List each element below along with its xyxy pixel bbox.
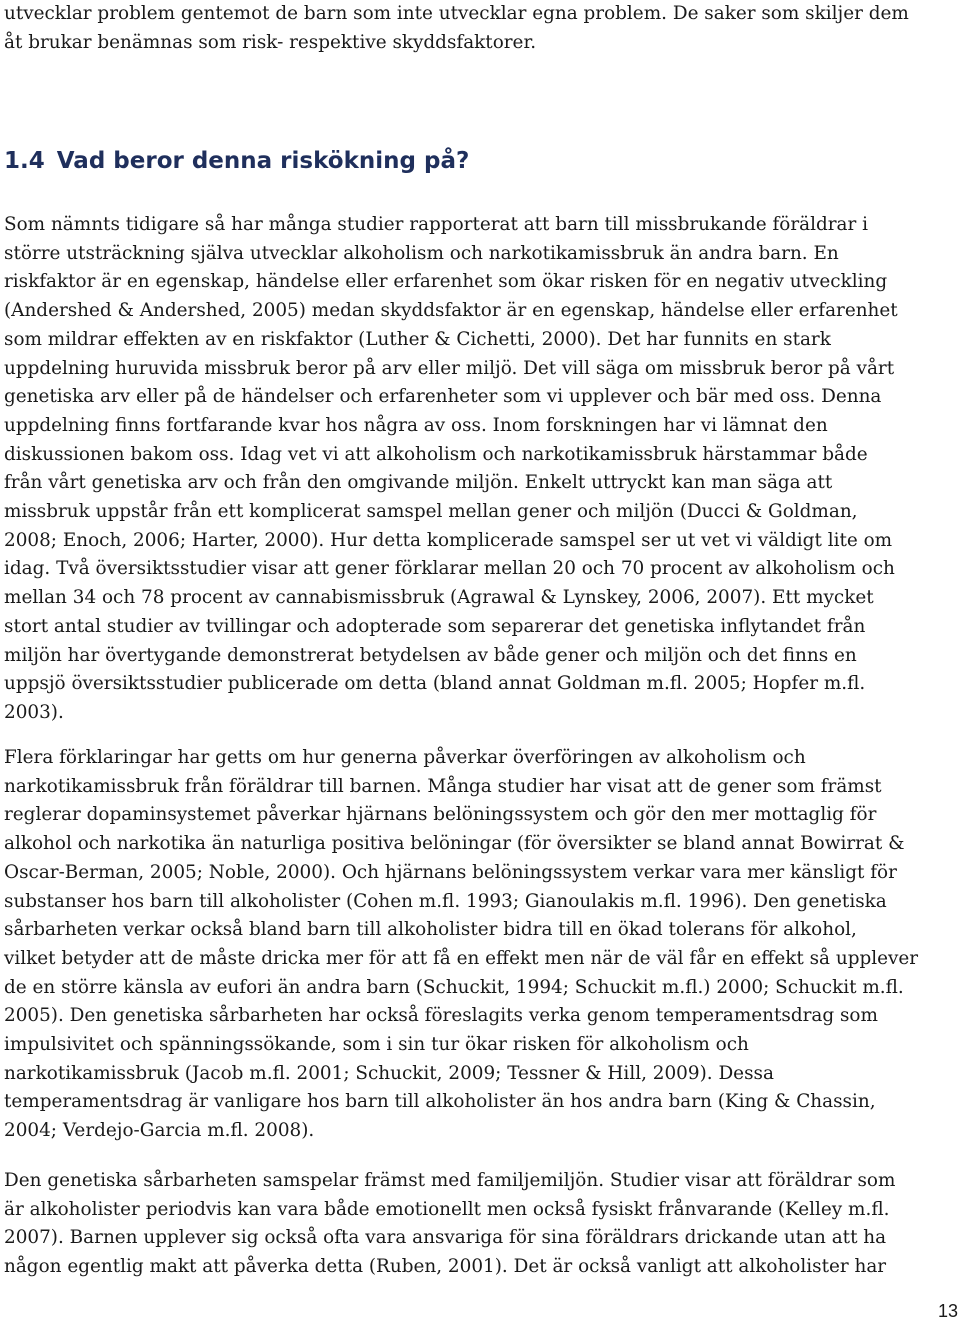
intro-paragraph: utvecklar problem gentemot de barn som inte utvecklar egna problem. De saker som skiljer dem åt brukar benämnas som risk- respektive skyddsfaktorer. [4, 3, 909, 53]
paragraph-3: Den genetiska sårbarheten samspelar främst med familjemiljön. Studier visar att föräldrar som är alkoholister periodvis kan vara både emotionellt men också fysiskt frånvarande (Kelley m.fl. 2007). Barnen upplever sig också ofta vara ansvariga för sina föräldrars drickande utan att ha någon egentlig makt att påverka detta (Ruben, 2001). Det är också vanligt att alkoholister har [4, 1170, 896, 1278]
page-number: 13 [937, 1301, 958, 1321]
section-number: 1.4 [4, 148, 45, 174]
paragraph-1: Som nämnts tidigare så har många studier rapporterat att barn till missbrukande föräldrar i större utsträckning själva utvecklar alkoholism och narkotikamissbruk än andra barn. En riskfaktor är en egenskap, händelse eller erfarenhet som ökar risken för en negativ utveckling (Andershed & Andershed, 2005) medan skyddsfaktor är en egenskap, händelse eller erfarenhet som mildrar effekten av en riskfaktor (Luther & Cichetti, 2000). Det har funnits en stark uppdelning huruvida missbruk beror på arv eller miljö. Det vill säga om missbruk beror på vårt genetiska arv eller på de händelser och erfarenheter som vi upplever och bär med oss. Denna uppdelning finns fortfarande kvar hos några av oss. Inom forskningen har vi lämnat den diskussionen bakom oss. Idag vet vi att alkoholism och narkotikamissbruk härstammar både från vårt genetiska arv och från den omgivande miljön. Enkelt uttryckt kan man säga att missbruk uppstår från ett komplicerat samspel mellan gener och miljön (Ducci & Goldman, 2008; Enoch, 2006; Harter, 2000). Hur detta komplicerade samspel ser ut vet vi väldigt lite om idag. Två översiktsstudier visar att gener förklarar mellan 20 och 70 procent av alkoholism och mellan 34 och 78 procent av cannabismissbruk (Agrawal & Lynskey, 2006, 2007). Ett mycket stort antal studier av tvillingar och adopterade som separerar det genetiska inflytandet från miljön har övertygande demonstrerat betydelsen av både gener och miljön och det finns en uppsjö översiktsstudier publicerade om detta (bland annat Goldman m.fl. 2005; Hopfer m.fl. 2003). [4, 214, 898, 723]
section-title: Vad beror denna riskökning på? [56, 148, 470, 174]
paragraph-2: Flera förklaringar har getts om hur generna påverkar överföringen av alkoholism och narkotikamissbruk från föräldrar till barnen. Många studier har visat att de gener som främst reglerar dopaminsystemet påverkar hjärnans belöningssystem och gör den mer mottaglig för alkohol och narkotika än naturliga positiva belöningar (för översikter se bland annat Bowirrat & Oscar-Berman, 2005; Noble, 2000). Och hjärnans belöningssystem verkar vara mer känsligt för substanser hos barn till alkoholister (Cohen m.fl. 1993; Gianoulakis m.fl. 1996). Den genetiska sårbarheten verkar också bland barn till alkoholister bidra till en ökad tolerans för alkohol, vilket betyder att de måste dricka mer för att få en effekt men när de väl får en effekt så upplever de en större känsla av eufori än andra barn (Schuckit, 1994; Schuckit m.fl.) 2000; Schuckit m.fl. 2005). Den genetiska sårbarheten har också föreslagits verka genom temperamentsdrag som impulsivitet och spänningssökande, som i sin tur ökar risken för alkoholism och narkotikamissbruk (Jacob m.fl. 2001; Schuckit, 2009; Tessner & Hill, 2009). Dessa temperamentsdrag är vanligare hos barn till alkoholister än hos andra barn (King & Chassin, 2004; Verdejo-Garcia m.fl. 2008). [4, 747, 919, 1142]
section-heading [4, 146, 469, 176]
